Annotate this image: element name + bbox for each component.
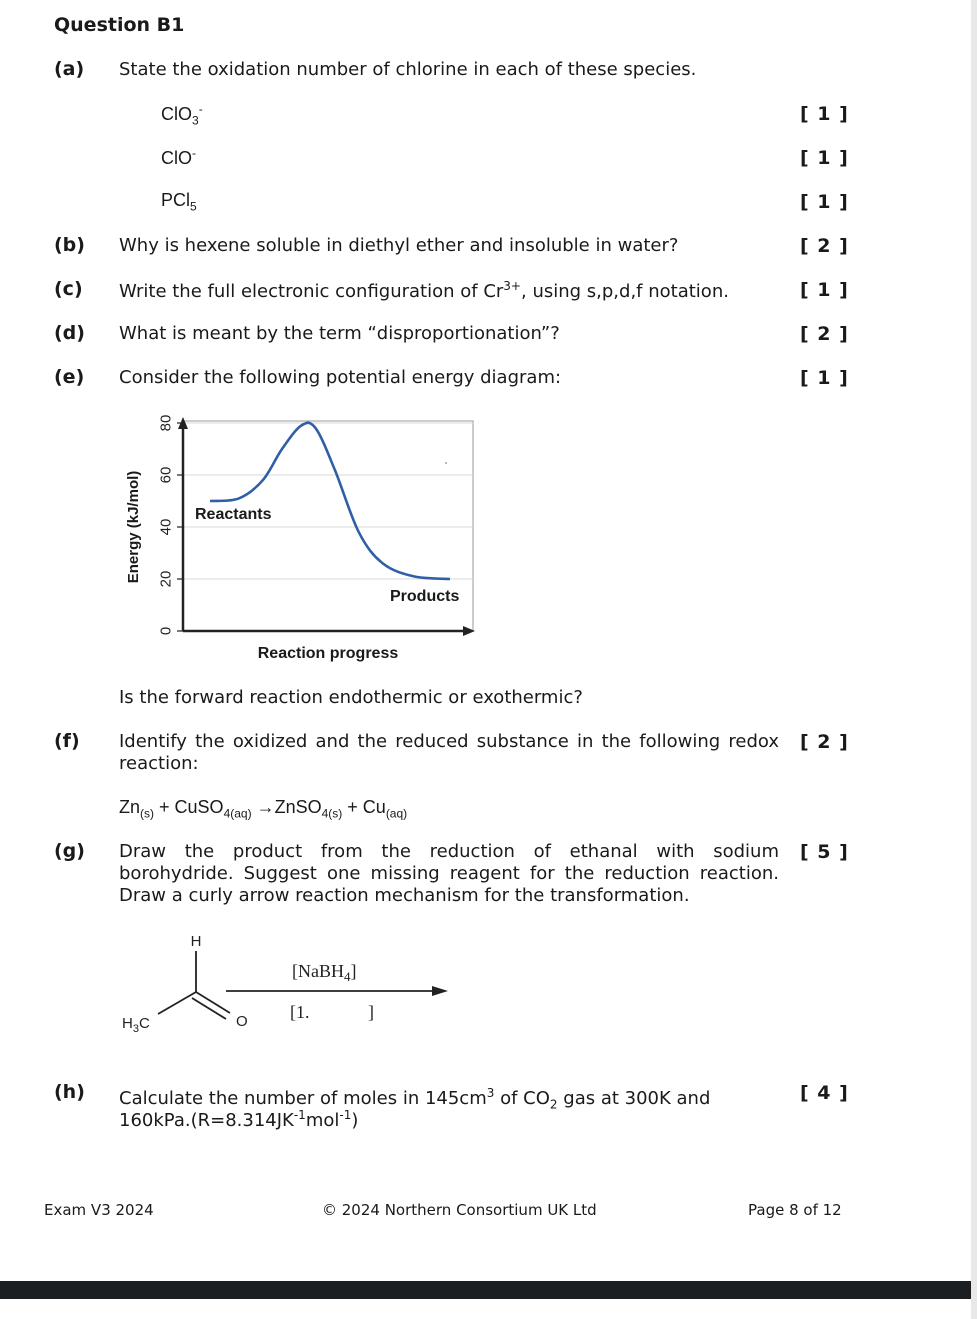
atom-h: H [190, 933, 202, 950]
footer-exam: Exam V3 2024 [44, 1201, 154, 1219]
marks-b: [ 2 ] [800, 235, 849, 257]
marks-a2: [ 1 ] [800, 147, 849, 169]
reagent-bottom-open: [1. [290, 1002, 310, 1022]
text-h-line2: $160kPa.(R=8.314JK^{-1}mol^{-1})$ [119, 1108, 359, 1131]
footer-copyright: © 2024 Northern Consortium UK Ltd [322, 1201, 597, 1219]
marks-d: [ 2 ] [800, 323, 849, 345]
marks-h: [ 4 ] [800, 1082, 849, 1104]
label-b: (b) [54, 234, 85, 256]
label-h: (h) [54, 1081, 85, 1103]
text-g: Draw the product from the reduction of ethanal with sodium borohydride. Suggest one missing reagent for the reduction reaction. Draw a curly arrow reaction mechanism for the transformation. [119, 841, 779, 906]
y-tick-label: 80 [157, 414, 175, 432]
reagent-top: [NaBH$_4$] [292, 961, 357, 984]
y-tick-label: 60 [157, 466, 175, 484]
page-edge [971, 0, 977, 1319]
marks-a3: [ 1 ] [800, 191, 849, 213]
y-tick-label: 0 [157, 626, 175, 636]
reagent-bottom-close: ] [368, 1002, 374, 1022]
bottom-bar [0, 1281, 971, 1299]
text-e: Consider the following potential energy diagram: [119, 367, 562, 388]
reaction-arrow-icon [432, 986, 448, 996]
label-d: (d) [54, 322, 85, 344]
y-tick-label: 20 [157, 570, 175, 588]
marks-g: [ 5 ] [800, 841, 849, 863]
label-f: (f) [54, 730, 80, 752]
x-axis-label: Reaction progress [257, 645, 399, 662]
label-a: (a) [54, 58, 85, 80]
species-chlorate: ClO$_3$- [161, 102, 203, 128]
atom-o: O [236, 1013, 248, 1030]
marks-c: [ 1 ] [800, 279, 849, 301]
bond-c-ch3 [158, 992, 196, 1014]
followup-e: Is the forward reaction endothermic or exothermic? [119, 687, 583, 708]
redox-equation: $Zn_{(s)}$ + CuSO$_{4(aq)}$ →ZnSO$_{4(s)}$ + $Cu_{(aq)}$ [119, 797, 408, 821]
text-c: Write the full electronic configuration of $Cr^{3+}$, using s,p,d,f notation. [119, 279, 729, 302]
text-h-line1-visible: Calculate the number of moles in $145cm^3$ of $CO_2$ gas at 300K and [119, 1082, 779, 1116]
energy-diagram [120, 405, 490, 670]
label-e: (e) [54, 366, 85, 388]
species-hypochlorite: ClO- [161, 146, 196, 168]
text-a: State the oxidation number of chlorine in each of these species. [119, 59, 697, 80]
bond-c-o-1 [196, 992, 230, 1013]
stray-dot [445, 462, 447, 464]
ethanal-reaction [110, 925, 470, 1040]
y-ticks [158, 415, 184, 636]
annotation-products: Products [390, 588, 460, 606]
marks-e: [ 1 ] [800, 367, 849, 389]
label-c: (c) [54, 278, 83, 300]
y-axis-label: Energy (kJ/mol) [125, 470, 142, 584]
y-tick-label: 40 [157, 518, 175, 536]
label-g: (g) [54, 840, 85, 862]
text-f: Identify the oxidized and the reduced substance in the following redox reaction: [119, 731, 779, 774]
species-pcl5: PCl$_5$ [161, 190, 197, 214]
atom-ch3: $H_3C$ [122, 1015, 150, 1035]
text-d: What is meant by the term “disproportionation”? [119, 323, 560, 344]
annotation-reactants: Reactants [195, 506, 272, 523]
footer-page: Page 8 of 12 [748, 1201, 842, 1219]
text-b: Why is hexene soluble in diethyl ether and insoluble in water? [119, 235, 679, 256]
question-heading: Question B1 [54, 14, 185, 36]
bond-c-o-2 [192, 998, 226, 1019]
marks-f: [ 2 ] [800, 731, 849, 753]
marks-a1: [ 1 ] [800, 103, 849, 125]
